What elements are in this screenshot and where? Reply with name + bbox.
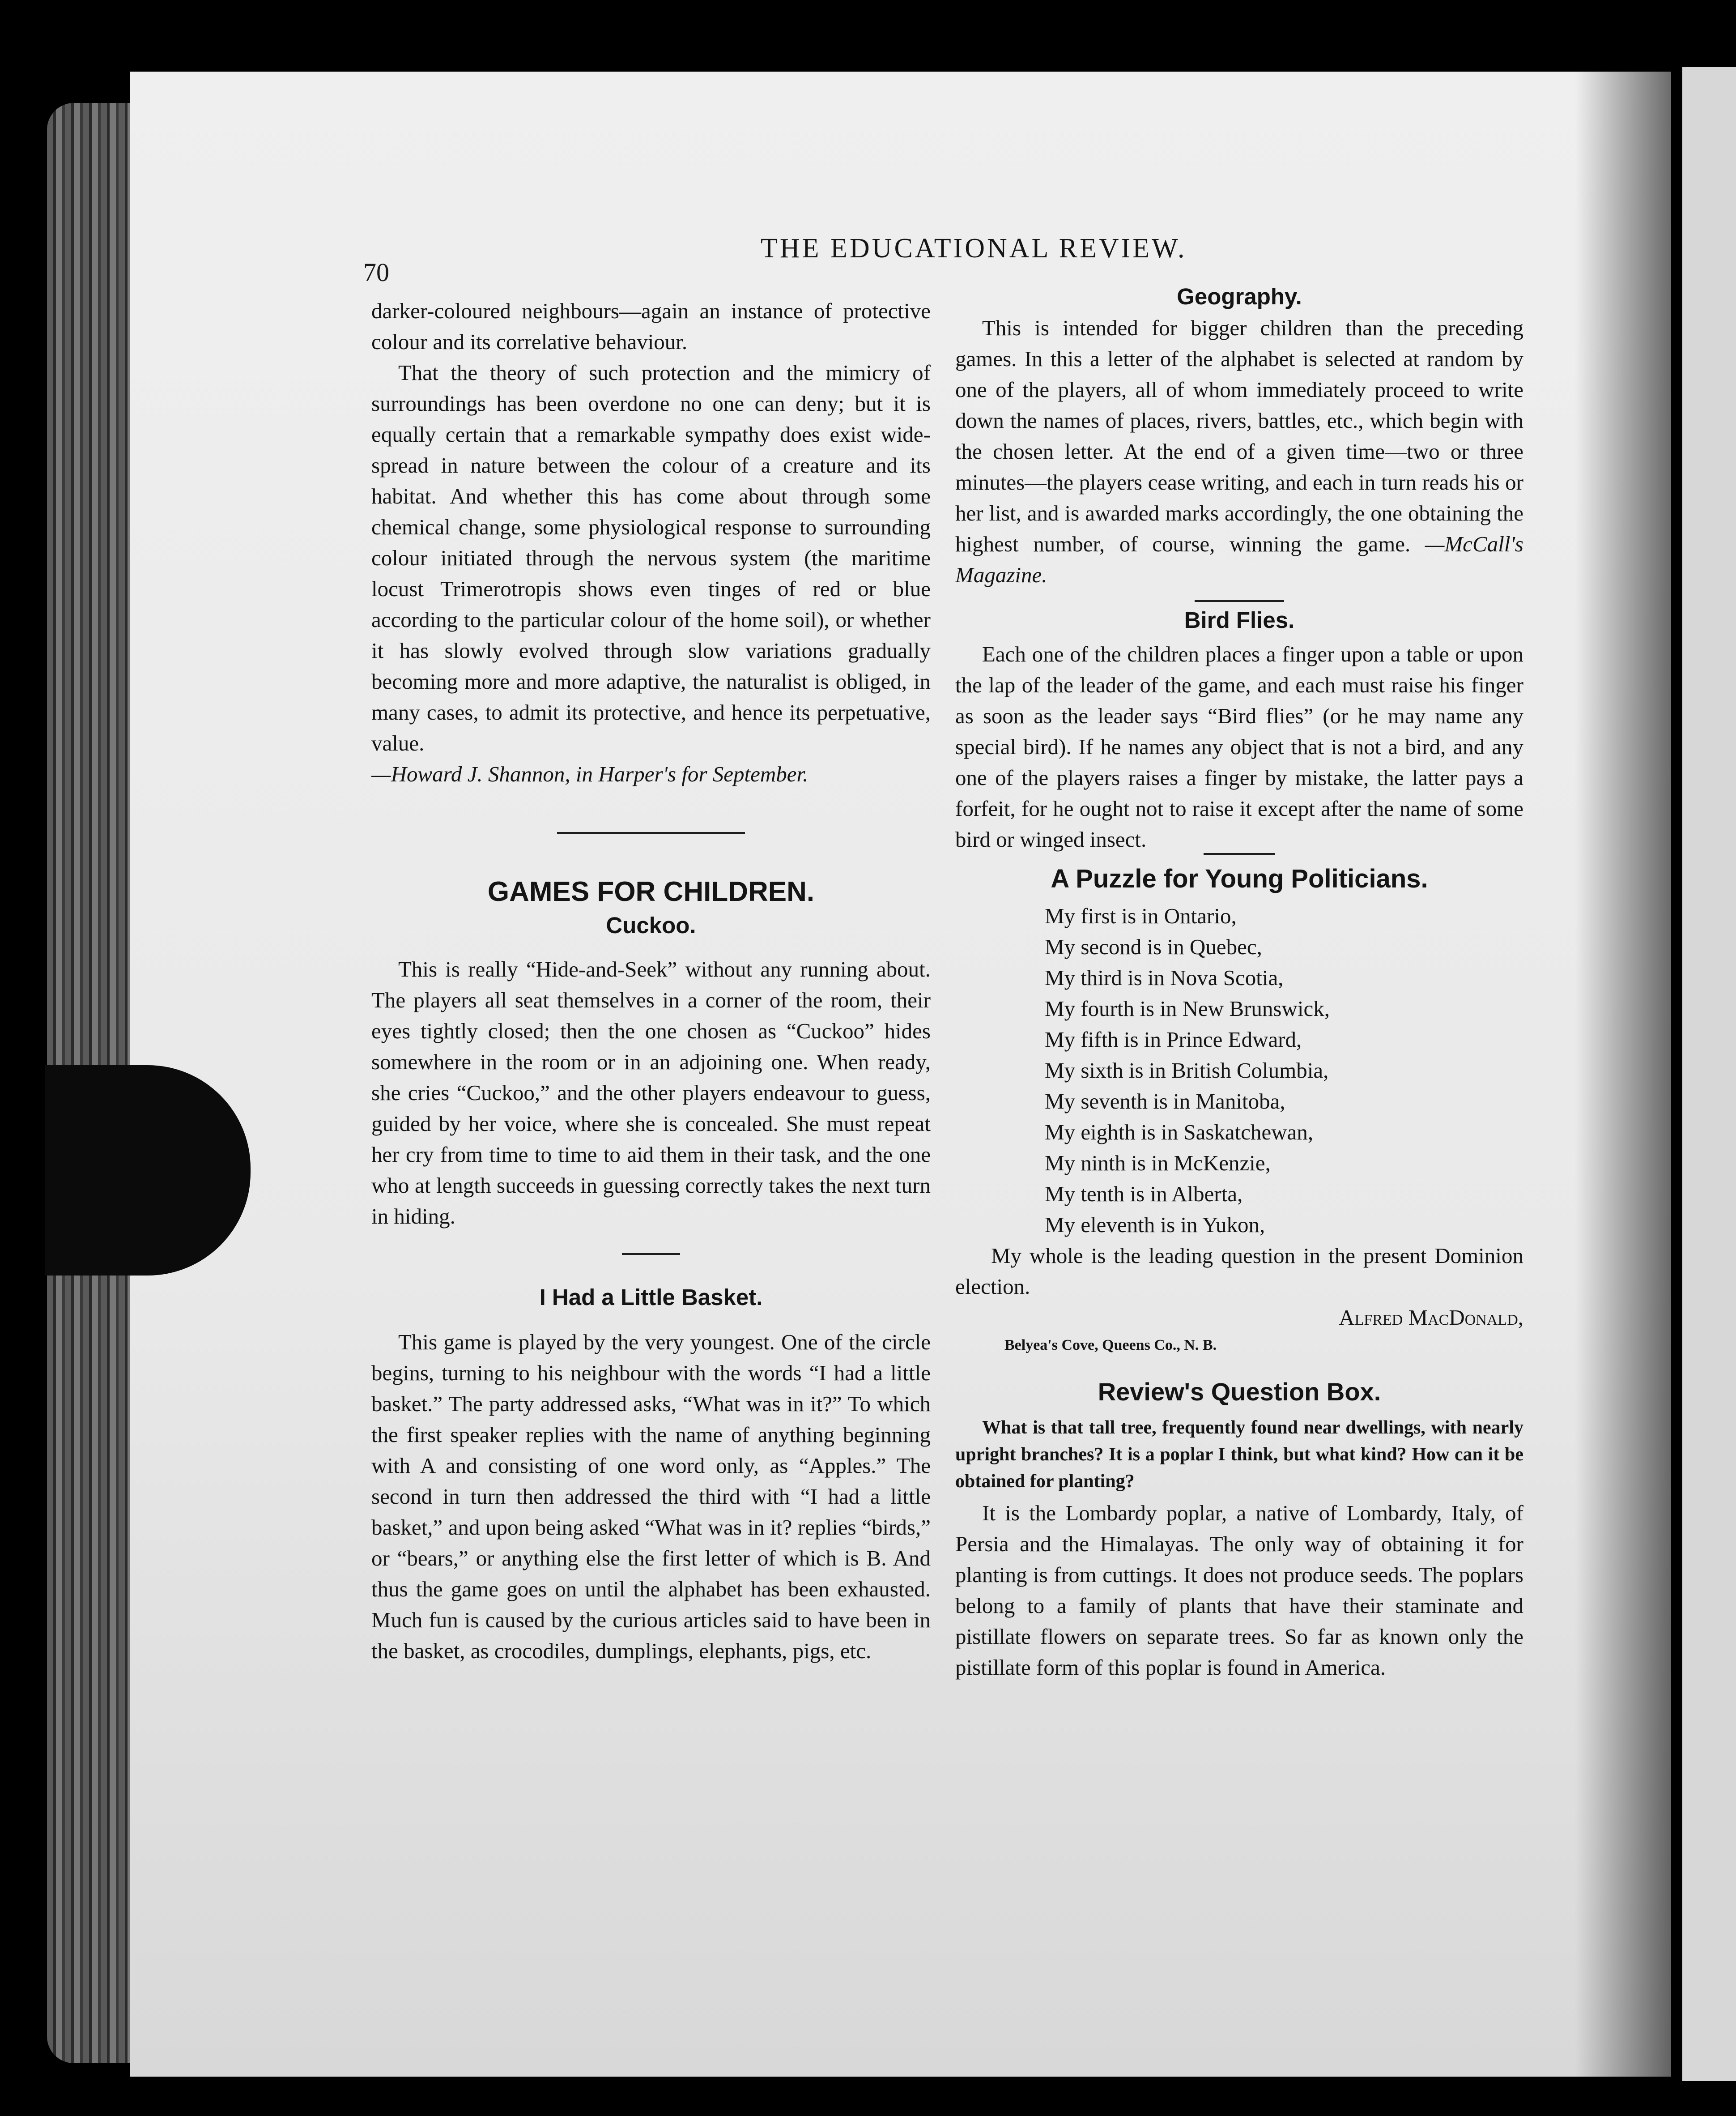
game-title-bird-flies: Bird Flies.: [1184, 607, 1295, 633]
section-heading: GAMES FOR CHILDREN.: [487, 876, 815, 907]
right-column: [955, 281, 1523, 1683]
puzzle-line: My fifth is in Prince Edward,: [1045, 1027, 1302, 1052]
game-text-cuckoo: This is really “Hide-and-Seek” without any running about. The players all seat themselves in a corner of the room, their eyes tightly closed; then the one chosen as “Cuckoo” hides somewhere in the room or in an adjoining one. When ready, she cries “Cuckoo,” and the other players endeavour to guess, guided by her voice, where she is concealed. She must repeat her cry from time to time to aid them in their task, and the one who at length succeeds in guessing correctly takes the next turn in hiding.: [371, 957, 931, 1229]
puzzle-line: My third is in Nova Scotia,: [1045, 965, 1284, 990]
game-title-basket: I Had a Little Basket.: [539, 1284, 763, 1310]
continued-paragraph: That the theory of such protection and the mimicry of surroundings has been overdone no one can deny; but it is equally certain that a remarkable sympathy does exist wide-spread in nature between the colour of a creature and its habitat. And whether this has come about through some chemical change, some physiological response to surrounding colour initiated through the nervous system (the maritime locust Trimerotropis shows even tinges of red or blue according to the particular colour of the home soil), or whether it has slowly evolved through slow variations gradually becoming more and more adaptive, the naturalist is obliged, in many cases, to admit its protective, and hence its perpetuative, value.: [371, 360, 931, 755]
puzzle-author: Alfred MacDonald,: [1339, 1305, 1523, 1330]
puzzle-line: My second is in Quebec,: [1045, 934, 1262, 959]
puzzle-line: My fourth is in New Brunswick,: [1045, 996, 1330, 1021]
puzzle-closing: My whole is the leading question in the present Dominion election.: [955, 1243, 1523, 1299]
source-citation: —McCall's Magazine.: [955, 532, 1523, 587]
puzzle-line: My ninth is in McKenzie,: [1045, 1151, 1271, 1175]
game-title-geography: Geography.: [1177, 284, 1302, 309]
game-text-geography-body: This is intended for bigger children than the preceding games. In this a letter of the alphabet is selected at random by one of the players, all of whom immediately proceed to write down the names of places, rivers, battles, etc., which begin with the chosen letter. At the end of a given time—two or three minutes—the players cease writing, and each in turn reads his or her list, and is awarded marks accordingly, the one obtaining the highest number, of course, winning the game.: [955, 316, 1523, 556]
page-gutter-shadow: [1575, 72, 1671, 2077]
section-rule: [1195, 600, 1284, 602]
running-title: THE EDUCATIONAL REVIEW.: [761, 233, 1187, 264]
section-rule: [1204, 853, 1275, 855]
left-column: [371, 295, 931, 1666]
game-title-cuckoo: Cuckoo.: [606, 913, 696, 938]
facing-page-edge: [1682, 67, 1736, 2081]
puzzle-verse: [955, 900, 1523, 1240]
puzzle-title: A Puzzle for Young Politicians.: [1051, 864, 1428, 893]
puzzle-line: My sixth is in British Columbia,: [1045, 1058, 1329, 1083]
puzzle-author-place: Belyea's Cove, Queens Co., N. B.: [1004, 1337, 1217, 1353]
question-box-title: Review's Question Box.: [1098, 1378, 1381, 1406]
game-text-bird-flies: Each one of the children places a finger upon a table or upon the lap of the leader of the game, and each must raise his finger as soon as the leader says “Bird flies” (or he may name any special bird). If he names any object that is not a bird, and any one of the players raises a finger by mistake, the latter pays a forfeit, for he ought not to raise it except after the name of some bird or winged insect.: [955, 642, 1523, 852]
puzzle-line: My seventh is in Manitoba,: [1045, 1089, 1285, 1113]
game-text-geography: [955, 312, 1523, 590]
continued-paragraph: darker-coloured neighbours—again an instance of protective colour and its correlative behaviour.: [371, 299, 931, 354]
puzzle-line: My first is in Ontario,: [1045, 904, 1237, 928]
question-box-question: What is that tall tree, frequently found near dwellings, with nearly upright branches? It is a poplar I think, but what kind? How can it be obtained for planting?: [955, 1417, 1523, 1492]
puzzle-line: My eighth is in Saskatchewan,: [1045, 1120, 1314, 1144]
question-box-answer: It is the Lombardy poplar, a native of Lombardy, Italy, of Persia and the Himalayas. The only way of obtaining it for planting is from cuttings. It does not produce seeds. The poplars belong to a family of plants that have their staminate and pistillate flowers on separate trees. So far as known only the pistillate form of this poplar is found in America.: [955, 1501, 1523, 1680]
section-rule: [622, 1253, 680, 1255]
section-rule: [557, 832, 745, 834]
game-text-basket: This game is played by the very youngest. One of the circle begins, turning to his neighbour with the words “I had a little basket.” The party addressed asks, “What was in it?” To which the first speaker replies with the name of anything beginning with A and consisting of one word only, as “Apples.” The second in turn then addressed the third with “I had a little basket,” and upon being asked “What was in it? replies “birds,” or “bears,” or anything else the first letter of which is B. And thus the game goes on until the alphabet has been exhausted. Much fun is caused by the curious articles said to have been in the basket, as crocodiles, dumplings, elephants, pigs, etc.: [371, 1330, 931, 1663]
puzzle-line: My tenth is in Alberta,: [1045, 1182, 1243, 1206]
page-number: 70: [363, 258, 389, 287]
article-byline: —Howard J. Shannon, in Harper's for September.: [371, 762, 808, 786]
puzzle-line: My eleventh is in Yukon,: [1045, 1212, 1265, 1237]
page-clip: [45, 1065, 251, 1276]
